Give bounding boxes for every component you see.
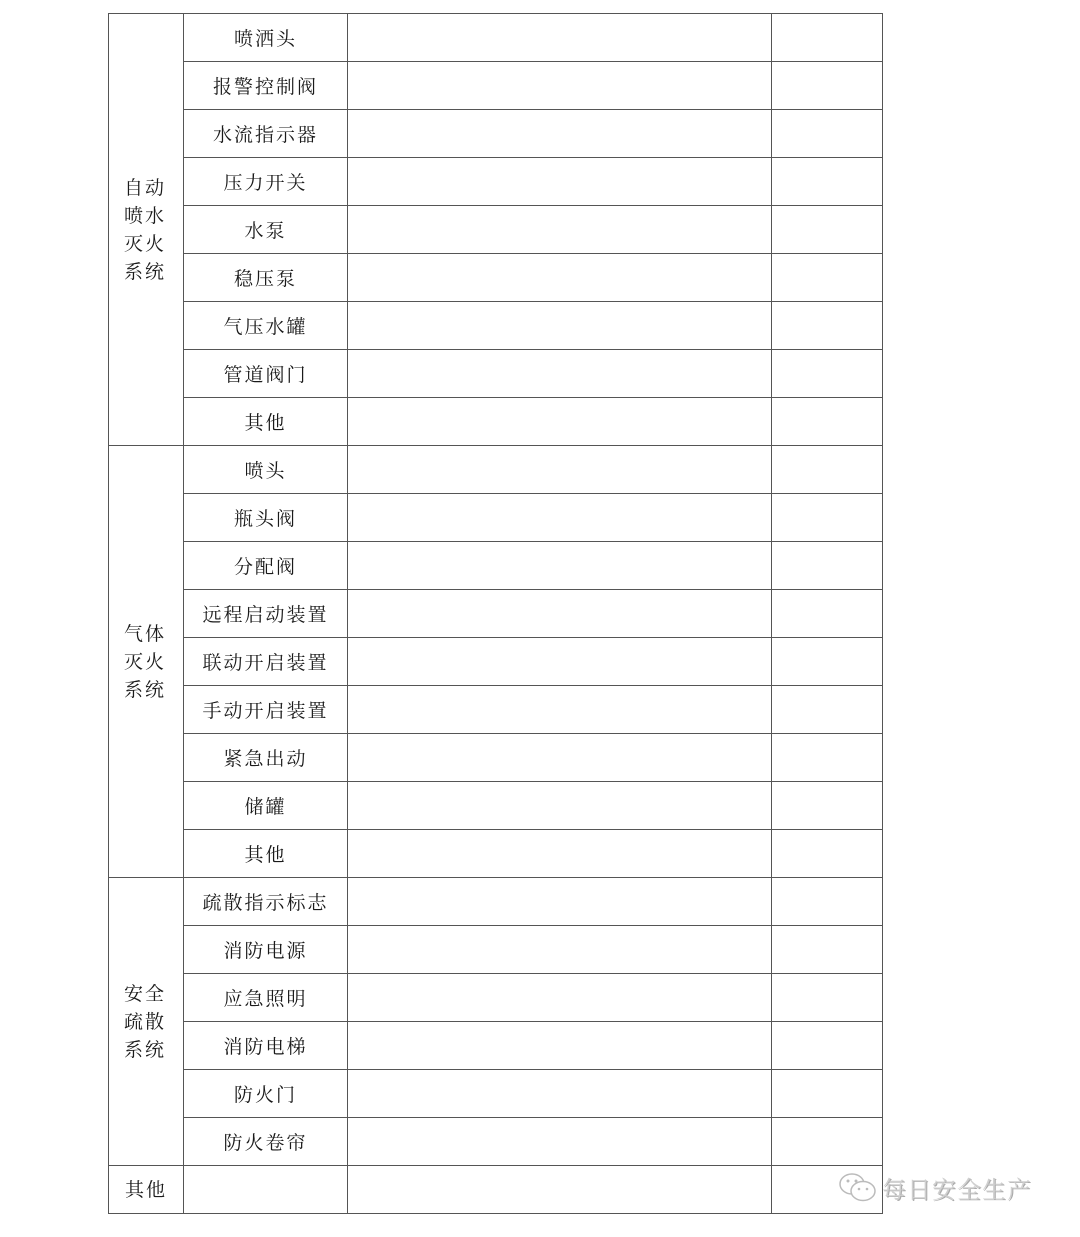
- item-cell: 其他: [184, 398, 348, 446]
- note-cell[interactable]: [772, 206, 883, 254]
- note-cell[interactable]: [772, 782, 883, 830]
- note-cell[interactable]: [772, 62, 883, 110]
- table-row: [109, 782, 883, 830]
- item-cell: 疏散指示标志: [184, 878, 348, 926]
- note-cell[interactable]: [772, 974, 883, 1022]
- table-row: [109, 926, 883, 974]
- table-row: [109, 1070, 883, 1118]
- item-cell: 喷洒头: [184, 14, 348, 62]
- item-cell: 其他: [184, 830, 348, 878]
- wechat-icon: [838, 1172, 878, 1204]
- note-cell[interactable]: [772, 1118, 883, 1166]
- table-row: [109, 638, 883, 686]
- category-label: 气体灭火系统: [124, 622, 167, 701]
- item-cell: [184, 1166, 348, 1214]
- item-cell: 紧急出动: [184, 734, 348, 782]
- content-cell[interactable]: [348, 446, 772, 494]
- item-cell: 手动开启装置: [184, 686, 348, 734]
- content-cell[interactable]: [348, 542, 772, 590]
- content-cell[interactable]: [348, 14, 772, 62]
- content-cell[interactable]: [348, 110, 772, 158]
- table-row: [109, 494, 883, 542]
- table-row: [109, 974, 883, 1022]
- category-label: 自动喷水灭火系统: [124, 176, 167, 283]
- content-cell[interactable]: [348, 1022, 772, 1070]
- table-row: [109, 158, 883, 206]
- content-cell[interactable]: [348, 686, 772, 734]
- category-label: 安全疏散系统: [124, 982, 167, 1061]
- content-cell[interactable]: [348, 206, 772, 254]
- category-label: 其他: [124, 1178, 167, 1201]
- table-row: [109, 110, 883, 158]
- note-cell[interactable]: [772, 302, 883, 350]
- watermark-text: 每日安全生产: [882, 1176, 1032, 1204]
- item-cell: 应急照明: [184, 974, 348, 1022]
- content-cell[interactable]: [348, 254, 772, 302]
- content-cell[interactable]: [348, 926, 772, 974]
- content-cell[interactable]: [348, 494, 772, 542]
- table-row: [109, 734, 883, 782]
- item-cell: 瓶头阀: [184, 494, 348, 542]
- content-cell[interactable]: [348, 1166, 772, 1214]
- table-row: [109, 1022, 883, 1070]
- note-cell[interactable]: [772, 926, 883, 974]
- note-cell[interactable]: [772, 494, 883, 542]
- inspection-table: [108, 13, 883, 1214]
- note-cell[interactable]: [772, 1070, 883, 1118]
- content-cell[interactable]: [348, 878, 772, 926]
- item-cell: 压力开关: [184, 158, 348, 206]
- category-cell: [109, 14, 184, 446]
- content-cell[interactable]: [348, 974, 772, 1022]
- content-cell[interactable]: [348, 158, 772, 206]
- item-cell: 水流指示器: [184, 110, 348, 158]
- category-cell: [109, 878, 184, 1166]
- table-row: [109, 350, 883, 398]
- note-cell[interactable]: [772, 14, 883, 62]
- table-row: [109, 302, 883, 350]
- table-row: [109, 398, 883, 446]
- content-cell[interactable]: [348, 1118, 772, 1166]
- category-cell: [109, 446, 184, 878]
- item-cell: 报警控制阀: [184, 62, 348, 110]
- item-cell: 储罐: [184, 782, 348, 830]
- note-cell[interactable]: [772, 686, 883, 734]
- note-cell[interactable]: [772, 446, 883, 494]
- note-cell[interactable]: [772, 158, 883, 206]
- note-cell[interactable]: [772, 830, 883, 878]
- content-cell[interactable]: [348, 62, 772, 110]
- content-cell[interactable]: [348, 350, 772, 398]
- content-cell[interactable]: [348, 1070, 772, 1118]
- item-cell: 管道阀门: [184, 350, 348, 398]
- item-cell: 消防电梯: [184, 1022, 348, 1070]
- content-cell[interactable]: [348, 302, 772, 350]
- content-cell[interactable]: [348, 638, 772, 686]
- item-cell: 气压水罐: [184, 302, 348, 350]
- content-cell[interactable]: [348, 398, 772, 446]
- table-row: [109, 62, 883, 110]
- item-cell: 消防电源: [184, 926, 348, 974]
- item-cell: 防火卷帘: [184, 1118, 348, 1166]
- table-row: [109, 254, 883, 302]
- table-row: [109, 542, 883, 590]
- table-row: [109, 206, 883, 254]
- item-cell: 水泵: [184, 206, 348, 254]
- table-row: [109, 14, 883, 62]
- item-cell: 喷头: [184, 446, 348, 494]
- note-cell[interactable]: [772, 638, 883, 686]
- content-cell[interactable]: [348, 830, 772, 878]
- table-body: [109, 14, 883, 1214]
- table-row: [109, 686, 883, 734]
- content-cell[interactable]: [348, 782, 772, 830]
- content-cell[interactable]: [348, 590, 772, 638]
- note-cell[interactable]: [772, 542, 883, 590]
- table-row: [109, 878, 883, 926]
- item-cell: 防火门: [184, 1070, 348, 1118]
- table-row: [109, 446, 883, 494]
- note-cell[interactable]: [772, 110, 883, 158]
- note-cell[interactable]: [772, 350, 883, 398]
- content-cell[interactable]: [348, 734, 772, 782]
- item-cell: 远程启动装置: [184, 590, 348, 638]
- item-cell: 分配阀: [184, 542, 348, 590]
- watermark: [838, 1170, 1032, 1205]
- table-row: [109, 830, 883, 878]
- category-cell: [109, 1166, 184, 1214]
- note-cell[interactable]: [772, 1022, 883, 1070]
- note-cell[interactable]: [772, 878, 883, 926]
- table-row: [109, 1166, 883, 1214]
- item-cell: 联动开启装置: [184, 638, 348, 686]
- note-cell[interactable]: [772, 590, 883, 638]
- item-cell: 稳压泵: [184, 254, 348, 302]
- note-cell[interactable]: [772, 398, 883, 446]
- table-row: [109, 1118, 883, 1166]
- note-cell[interactable]: [772, 254, 883, 302]
- table-row: [109, 590, 883, 638]
- note-cell[interactable]: [772, 734, 883, 782]
